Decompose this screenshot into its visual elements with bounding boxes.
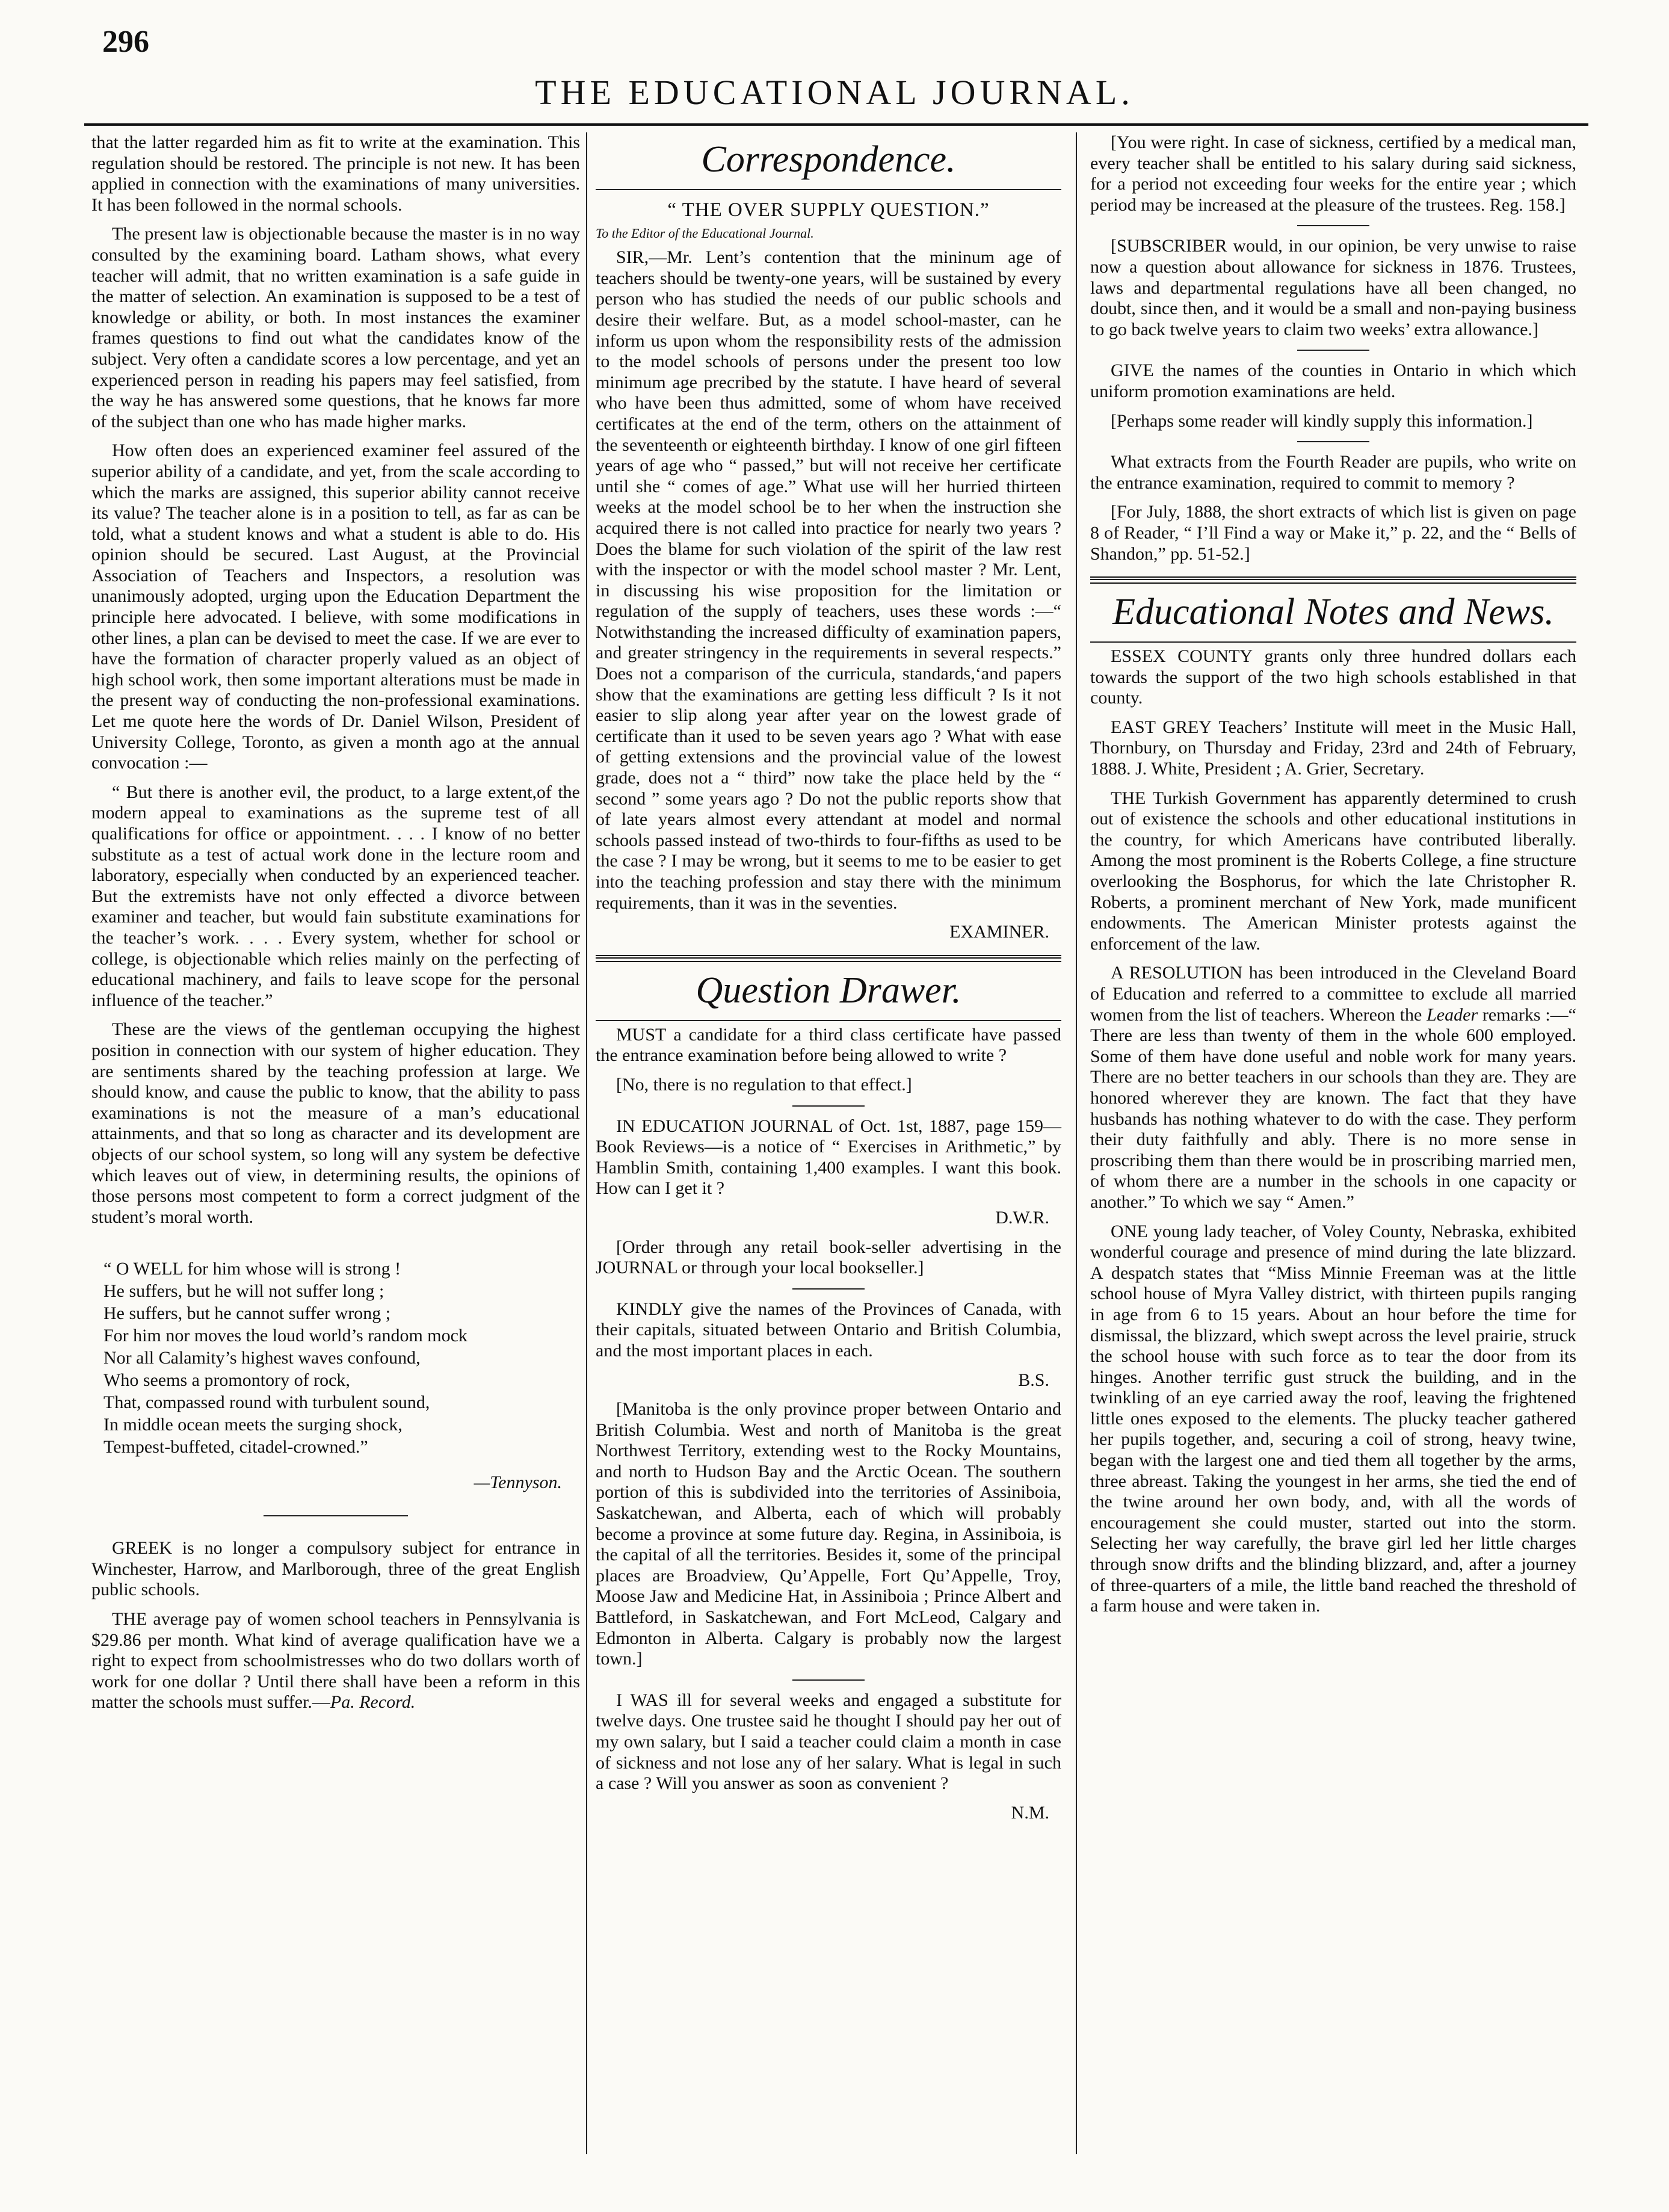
section-rule xyxy=(596,1020,1061,1021)
item-text: Turkish Government has apparently determined to crush out of existence the schools and other educational institutions in the country, for which Americans have contributed liberally. Among the most prominent is the Roberts College, a fine structure overlooking the Bosphorus, for which the late Christopher R. Roberts, a prominent merchant of New York, made munificent endowments. The American Minister protests against the enforcement of the law. xyxy=(1090,788,1576,954)
section-title-educational-notes: Educational Notes and News. xyxy=(1112,592,1554,633)
letter-body xyxy=(596,247,1061,913)
section-divider xyxy=(1090,576,1576,584)
item-text: is no longer a compulsory subject for entrance in Winchester, Harrow, and Marlborough, three of the great English public schools. xyxy=(91,1538,580,1600)
separator-rule xyxy=(264,1515,408,1516)
item-text: Teachers’ Institute will meet in the Music Hall, Thornbury, on Thursday and Friday, 23rd and 24th of February, 1888. J. White, President ; A. Grier, Secretary. xyxy=(1090,717,1577,779)
answer: [SUBSCRIBER would, in our opinion, be very unwise to raise now a question about allowance for sickness in 1876. Trustees, laws and departmental regulations have all been changed, no doubt, since then, and it would be a small and non-paying business to go back twelve years to claim two weeks’ extra allowance.] xyxy=(1090,236,1576,339)
section-title-correspondence: Correspondence. xyxy=(701,139,956,180)
column-middle xyxy=(596,132,1061,1832)
letter-signature: EXAMINER. xyxy=(949,922,1049,942)
column-right xyxy=(1090,132,1576,1625)
news-item xyxy=(1090,717,1576,780)
news-item xyxy=(91,1538,580,1601)
lead-word: MUST xyxy=(616,1024,667,1045)
question-text: ill for several weeks and engaged a substitute for twelve days. One trustee said he thought I should pay her out of my own salary, but I said a teacher could claim a month in case of sickness and not lose any of her salary. What is legal in such a case ? Will you answer as soon as convenient ? xyxy=(596,1690,1062,1794)
question-signature: N.M. xyxy=(1011,1802,1049,1823)
paragraph: How often does an experienced examiner feel assured of the superior ability of a candidate, and yet, from the scale according to which the marks are assigned, this superior ability cannot receive its value? The teacher alone is in a position to tell, as far as can be told, what a student knows and what a student is able to do. His opinion should be secured. Last August, at the Provincial Association of Teachers and Inspectors, a resolution was unanimously adopted, urging upon the Education Department the principle here advocated. I believe, with some modifications in other lines, a plan can be devised to meet the case. If we are ever to have the formation of character properly valued as an object of high school work, then some important alterations must be made in the present way of conducting the non-professional examinations. Let me quote here the words of Dr. Daniel Wilson, President of University College, Toronto, as given a month ago at the annual convocation :— xyxy=(91,440,580,773)
question-text: the names of the counties in Ontario in which which uniform promotion examinations are held. xyxy=(1090,360,1576,401)
separator-rule xyxy=(1297,350,1369,351)
separator-rule xyxy=(792,1679,865,1681)
separator-rule xyxy=(792,1105,865,1107)
paragraph: These are the views of the gentleman occupying the highest position in connection with our system of higher education. They are sentiments shared by the teaching profession at large. We should know, and cause the public to know, that the ability to pass examinations is not the measure of a man’s educational attainments, and that so long as character and its development are objects of our school system, so long will any system be defective which leaves out of view, in determining results, the opinions of those persons most competent to form a correct judgment of the student’s moral worth. xyxy=(91,1019,580,1227)
lead-word: THE xyxy=(112,1609,147,1630)
source-credit: Pa. Record. xyxy=(330,1692,416,1713)
answer: [For July, 1888, the short extracts of which list is given on page 8 of Reader, “ I’ll Find a way or Make it,” p. 22, and the “ Bells of Shandon,” pp. 51-52.] xyxy=(1090,502,1576,564)
poem-line: Nor all Calamity’s highest waves confound, xyxy=(103,1348,421,1368)
poem-author: —Tennyson. xyxy=(474,1472,562,1493)
poem-line: In middle ocean meets the surging shock, xyxy=(103,1415,403,1435)
answer: [No, there is no regulation to that effect.] xyxy=(616,1074,912,1095)
letter-title: “ THE OVER SUPPLY QUESTION.” xyxy=(667,199,990,221)
item-text: grants only three hundred dollars each towards the support of the two high schools established in that county. xyxy=(1090,646,1576,708)
poem-line: He suffers, but he cannot suffer wrong ; xyxy=(103,1303,391,1324)
answer: [Perhaps some reader will kindly supply this information.] xyxy=(1111,410,1533,431)
section-title-question-drawer: Question Drawer. xyxy=(696,969,961,1011)
section-rule xyxy=(1090,641,1576,643)
section-rule xyxy=(596,189,1061,190)
lead-word: KINDLY xyxy=(616,1299,683,1319)
poem-line: Tempest-buffeted, citadel-crowned.” xyxy=(103,1437,368,1457)
quotation-paragraph: “ But there is another evil, the product, to a large extent,of the modern appeal to examinations as the supreme test of all qualifications for office or appointment. . . . I know of no better substitute as a test of actual work done in the lecture room and laboratory, especially when conducted by an experienced teacher. But the extremists have not only effected a divorce between examiner and teacher, but would fain substitute examinations for the teacher’s work. . . . Every system, whether for school or college, is objectionable which relies mainly on the perfecting of educational machinery, and fails to leave scope for the personal influence of the teacher.” xyxy=(91,782,580,1010)
item-text: average pay of women school teachers in Pennsylvania is $29.86 per month. What kind of average qualification have we a right to expect from schoolmistresses who do two dollars worth of work for one dollar ? Until there shall have been a reform in this matter the schools must suffer.— xyxy=(91,1609,580,1713)
column-divider-1 xyxy=(586,132,587,2154)
answer: [Manitoba is the only province proper between Ontario and British Columbia. West and north of Manitoba is the great Northwest Territory, extending west to the Rocky Mountains, and north to Hudson Bay and the Arctic Ocean. The southern portion of this is subdivided into the territories of Assiniboia, Saskatchewan, and Alberta, each of which will probably become a province at some future day. Regina, in Assiniboia, is the capital of all the territories. Besides it, some of the principal places are Broadview, Qu’Appelle, Fort Qu’Appelle, Troy, Moose Jaw and Medicine Hat, in Assiniboia ; Prince Albert and Battleford, in Saskatchewan, and Fort McLeod, Calgary and Edmonton in Alberta. Calgary is probably now the largest town.] xyxy=(596,1399,1061,1669)
news-item xyxy=(91,1609,580,1713)
question xyxy=(596,1025,1061,1066)
paragraph: The present law is objectionable because the master is in no way consulted by the examining board. Latham shows, what every teacher will admit, that no written examination is a safe guide in the matter of selection. An examination is supposed to be a test of knowledge or ability, or both. In most instances the examiner frames questions to find out what the candidates know of the subject. Very often a candidate scores a low percentage, and yet an experienced person in reading his papers may feel satisfied, from the way he has answered some questions, that he knows far more of the subject than one who has made higher marks. xyxy=(91,224,580,431)
answer: [Order through any retail book-seller advertising in the JOURNAL or through your local bookseller.] xyxy=(596,1237,1061,1278)
lead-word: GREEK xyxy=(112,1538,172,1559)
answer: [You were right. In case of sickness, certified by a medical man, every teacher shall be entitled to his salary during said sickness, for a period not exceeding four weeks for the entire year ; which period may be increased at the pleasure of the trustees. Reg. 158.] xyxy=(1090,132,1576,215)
poem-line: “ O WELL for him whose will is strong ! xyxy=(103,1259,401,1279)
poem xyxy=(103,1258,580,1494)
question-text: a candidate for a third class certificate have passed the entrance examination before being allowed to write ? xyxy=(596,1024,1061,1066)
question-signature: D.W.R. xyxy=(995,1207,1049,1228)
section-divider xyxy=(596,955,1061,962)
poem-line: For him nor moves the loud world’s random mock xyxy=(103,1326,467,1346)
letter-text: —Mr. Lent’s contention that the mininum age of teachers should be twenty-one years, will be sustained by every person who has studied the needs of our public schools and desire their welfare. But, as a model school-master, can he inform us upon whom the responsibility rests of the admission to the model schools of persons under the present too low minimum age precribed by the statute. I have heard of several who have been thus admitted, some of whom have received certificates at the end of the term, others on the attainment of the seventeenth or eighteenth birthday. I know of one girl fifteen years of age who “ passed,” but will not receive her certificate until she “ comes of age.” What use will her hurried thirteen weeks at the model school be to her when the instruction she acquired there is not called into practice for nearly two years ? Does the blame for such violation of the spirit of the law rest with the inspector or with the model school master ? Mr. Lent, in discussing his wise proposition for the limitation or regulation of the supply of teachers, uses these words :—“ Notwithstanding the increased difficulty of examination papers, and greater stringency in the requirements in several respects.” Does not a comparison of the curricula, standards,‘and papers show that the examinations are getting less difficult ? Is it not easier to slip along year after year on the lowest grade of certificate than it used to be seven years ago ? What with ease of getting extensions and the provincial value of the lowest grade, does not a “ third” now take the place held by the “ second ” some years ago ? Do not the public reports show that of late years almost every attendant at model and normal schools passed instead of two-thirds to four-fifths as used to be the case ? I may be wrong, but it seems to me to be easier to get into the teaching profession and stay there with the minimum requirements, than it was in the seventies. xyxy=(596,247,1061,913)
header-rule xyxy=(84,123,1588,126)
question: What extracts from the Fourth Reader are pupils, who write on the entrance examination, required to commit to memory ? xyxy=(1090,452,1576,493)
news-item xyxy=(1090,1222,1576,1617)
lead-word: ONE xyxy=(1111,1221,1148,1241)
item-text: young lady teacher, of Voley County, Nebraska, exhibited wonderful courage and presence of mind during the late blizzard. A despatch states that “Miss Minnie Freeman was at the little school house of Myra Valley district, with thirteen pupils ranging in age from 6 to 15 years. About an hour before the time for dismissal, the blizzard, which swept across the level prairie, struck the school house with such force as to tear the door from its hinges. Another terrific gust struck the building, and in the twinkling of an eye carried away the roof, leaving the frightened little ones exposed to the elements. The plucky teacher gathered her pupils together, and, securing a coil of strong, heavy twine, began with the largest one and tied them all together by the arms, three abreast. Taking the youngest in her arms, she tied the end of the twine around her own body, and, with all the words of encouragement she could muster, started out into the storm. Selecting her way carefully, the brave girl led her little charges through snow drifts and the blinding blizzard, and, after a journey of three-quarters of a mile, the little band reached the threshold of a farm house and were taken in. xyxy=(1090,1221,1576,1616)
column-left xyxy=(91,132,580,1722)
lead-word: EAST GREY xyxy=(1111,717,1212,737)
poem-line: He suffers, but he will not suffer long ; xyxy=(103,1281,384,1302)
journal-title: THE EDUCATIONAL JOURNAL. xyxy=(535,73,1134,112)
newspaper-name: Leader xyxy=(1427,1004,1478,1025)
column-divider-2 xyxy=(1076,132,1077,2154)
question xyxy=(596,1690,1061,1794)
paragraph: that the latter regarded him as fit to write at the examination. This regulation should be restored. The principle is not new. It has been applied in connection with the examinations of many universities. It has been followed in the normal schools. xyxy=(91,132,580,215)
news-item xyxy=(1090,963,1576,1213)
lead-word: I WAS xyxy=(616,1690,668,1710)
poem-line: Who seems a promontory of rock, xyxy=(103,1370,350,1391)
page-number: 296 xyxy=(102,25,149,59)
lead-word: ESSEX COUNTY xyxy=(1111,646,1253,667)
news-item xyxy=(1090,788,1576,955)
question: IN EDUCATION JOURNAL of Oct. 1st, 1887, page 159—Book Reviews—is a notice of “ Exercises in Arithmetic,” by Hamblin Smith, containing 1,400 examples. I want this book. How can I get it ? xyxy=(596,1116,1061,1199)
question xyxy=(1090,360,1576,402)
separator-rule xyxy=(1297,225,1369,226)
item-text: remarks :—“ There are less than twenty of them in the whole 600 employed. Some of them have done useful and noble work for many years. There are no better teachers in our schools than they are. They are honored wherever they are known. The fact that they have husbands has nothing whatever to do with the case. They perform their duty faithfully and ably. There is no more sense in proscribing them than there would be in proscribing married men, of whom there are a number in the schools in one capacity or another.” To which we say “ Amen.” xyxy=(1090,1004,1576,1212)
salutation: SIR, xyxy=(616,247,649,268)
lead-word: A RESOLUTION xyxy=(1111,963,1243,983)
lead-word: GIVE xyxy=(1111,360,1154,381)
letter-address: To the Editor of the Educational Journal. xyxy=(596,225,814,241)
question-signature: B.S. xyxy=(1018,1370,1049,1390)
question xyxy=(596,1299,1061,1362)
news-item xyxy=(1090,646,1576,709)
separator-rule xyxy=(792,1288,865,1290)
lead-word: THE xyxy=(1111,788,1146,808)
question-text: give the names of the Provinces of Canada, with their capitals, situated between Ontario and British Columbia, and the most important places in each. xyxy=(596,1299,1061,1361)
item-text: has been introduced in the Cleveland Board of Education and referred to a committee to exclude all married women from the list of teachers. Whereon the xyxy=(1090,963,1576,1025)
poem-line: That, compassed round with turbulent sound, xyxy=(103,1392,430,1413)
separator-rule xyxy=(1297,441,1369,442)
